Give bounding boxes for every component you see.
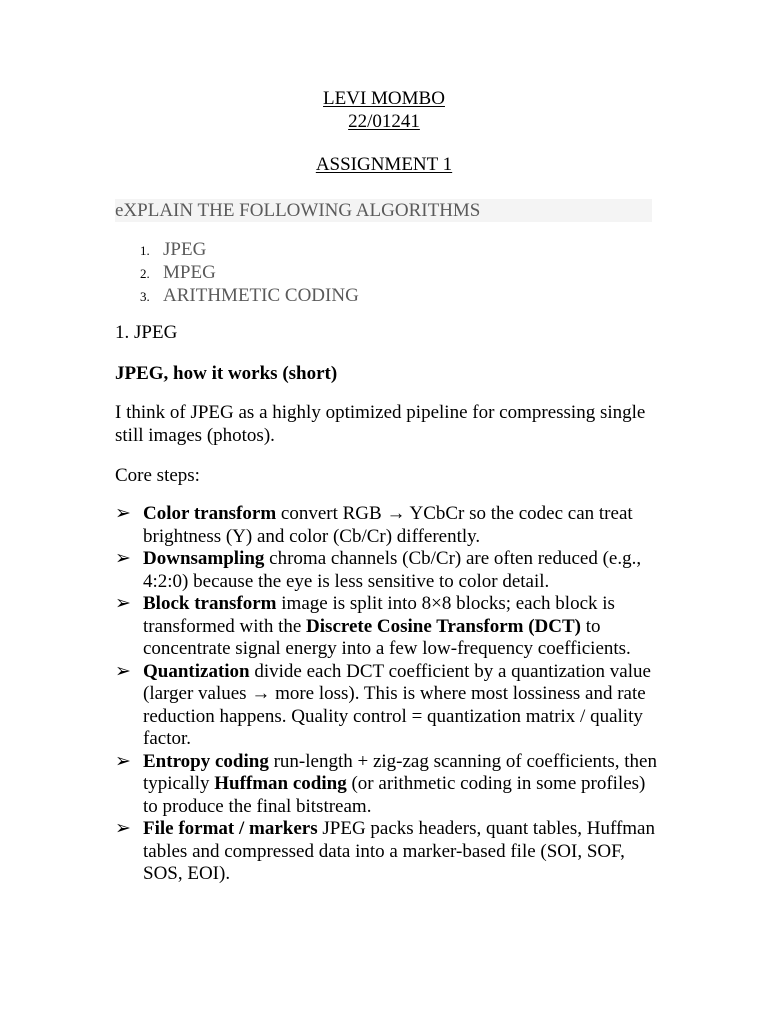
step-term: File format / markers — [143, 818, 318, 839]
topic-list — [140, 238, 640, 307]
intro-paragraph: I think of JPEG as a highly optimized pipeline for compressing single still images (photos). — [115, 402, 646, 446]
list-item — [115, 818, 660, 886]
topic-number: 2. — [140, 266, 150, 281]
topic-item — [140, 284, 640, 307]
step-text: chroma channels (Cb/Cr) are often reduced (e.g., 4:2:0) because the eye is less sensitive to color detail. — [143, 548, 642, 592]
section-heading: 1. JPEG — [115, 322, 178, 343]
step-term: Color transform — [143, 503, 277, 524]
topic-number: 1. — [140, 243, 150, 258]
arrow-bullet-icon: ➢ — [115, 593, 131, 614]
core-steps-list — [115, 503, 660, 886]
arrow-bullet-icon: ➢ — [115, 548, 131, 569]
step-text: run-length + zig-zag scanning of coefficients, then typically — [143, 750, 657, 794]
assignment-title: ASSIGNMENT 1 — [315, 154, 453, 175]
step-term: Downsampling — [143, 548, 265, 569]
list-item — [115, 593, 660, 661]
step-term: Entropy coding — [143, 750, 269, 772]
student-id: 22/01241 — [348, 111, 420, 132]
arrow-bullet-icon: ➢ — [115, 818, 131, 839]
topic-item — [140, 238, 640, 261]
step-term: Quantization — [143, 660, 250, 682]
author-name: LEVI MOMBO — [323, 88, 445, 109]
step-emphasis: Huffman coding — [214, 773, 347, 794]
step-text-tail: to concentrate signal energy into a few low-frequency coefficients. — [143, 615, 631, 659]
step-text: JPEG packs headers, quant tables, Huffman tables and compressed data into a marker-based file (SOI, SOF, SOS, EOI). — [143, 818, 655, 884]
arrow-bullet-icon: ➢ — [115, 503, 131, 524]
step-text: divide each DCT coefficient by a quantization value (larger values → more loss). This is where most lossiness and rate reduction happens. Quality control = quantization matrix / quality factor. — [143, 660, 651, 749]
step-text: image is split into 8×8 blocks; each block is transformed with the — [143, 593, 615, 637]
topic-text: MPEG — [163, 262, 216, 283]
step-text: convert RGB → YCbCr so the codec can treat brightness (Y) and color (Cb/Cr) differently. — [143, 503, 633, 547]
section-subheading: JPEG, how it works (short) — [115, 363, 338, 384]
instruction-line: eXPLAIN THE FOLLOWING ALGORITHMS — [115, 199, 652, 222]
topic-item — [140, 261, 640, 284]
list-item — [115, 661, 660, 751]
list-item — [115, 503, 660, 548]
step-emphasis: Discrete Cosine Transform (DCT) — [306, 615, 581, 637]
list-item — [115, 751, 660, 819]
core-steps-label: Core steps: — [115, 465, 200, 486]
topic-number: 3. — [140, 289, 150, 304]
list-item — [115, 548, 660, 593]
step-term: Block transform — [143, 593, 277, 614]
step-text-tail: (or arithmetic coding in some profiles) to produce the final bitstream. — [143, 773, 646, 817]
arrow-bullet-icon: ➢ — [115, 660, 131, 682]
topic-text: ARITHMETIC CODING — [163, 285, 359, 306]
arrow-bullet-icon: ➢ — [115, 750, 131, 772]
topic-text: JPEG — [163, 239, 207, 260]
